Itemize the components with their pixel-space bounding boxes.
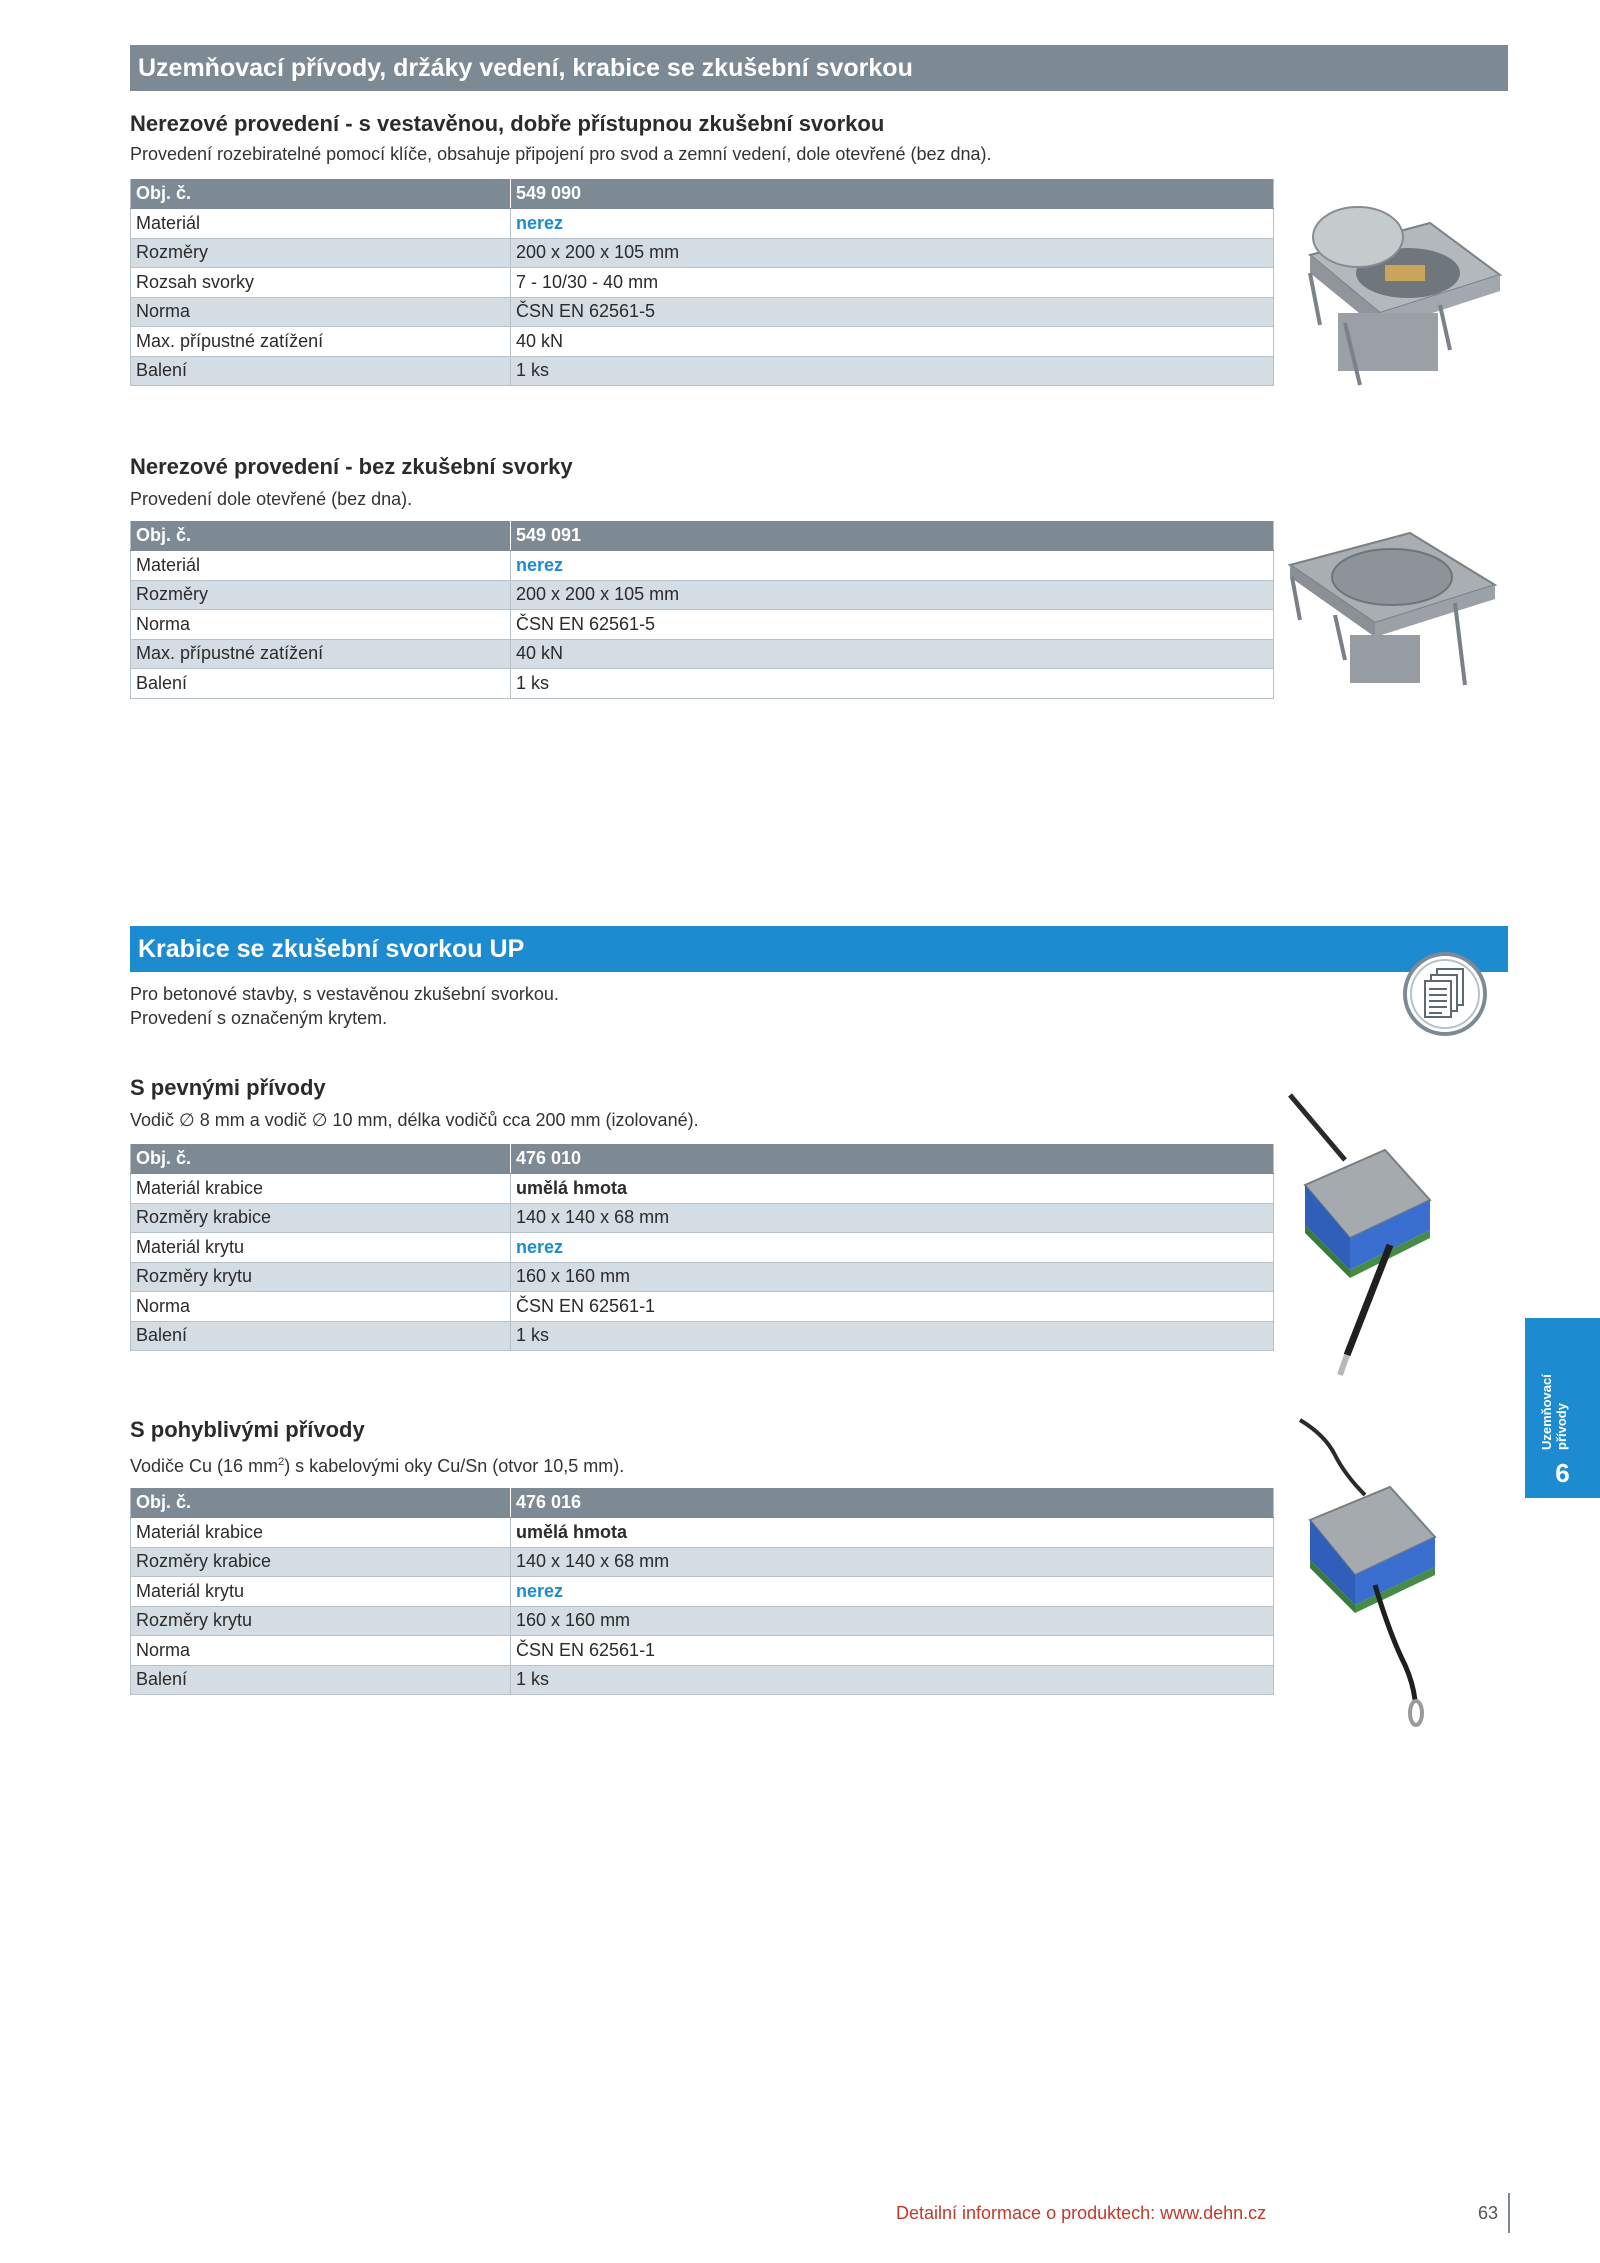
table-row: Balení 1 ks xyxy=(131,1665,1274,1695)
table-row: Balení 1 ks xyxy=(131,1321,1274,1351)
table-row: Materiál krabice umělá hmota xyxy=(131,1174,1274,1204)
product-b-title: Nerezové provedení - bez zkušební svorky xyxy=(130,454,573,479)
table-row: Rozsah svorky 7 - 10/30 - 40 mm xyxy=(131,268,1274,298)
table-row: Obj. č. 549 091 xyxy=(131,521,1274,551)
product-a-title: Nerezové provedení - s vestavěnou, dobře přístupnou zkušební svorkou xyxy=(130,111,885,136)
product-c-image xyxy=(1285,1090,1435,1380)
product-d-description: Vodiče Cu (16 $mm^2$) s kabelovými oky Cu/Sn (otvor 10,5 mm). xyxy=(130,1456,625,1476)
table-row: Balení 1 ks xyxy=(131,356,1274,386)
product-d-spec-table xyxy=(130,1488,1274,1695)
table-row: Materiál nerez xyxy=(131,209,1274,239)
table-row: Norma ČSN EN 62561-5 xyxy=(131,610,1274,640)
table-row: Rozměry krytu 160 x 160 mm xyxy=(131,1262,1274,1292)
section-title-test-box: Krabice se zkušební svorkou UP xyxy=(130,926,1508,972)
product-c-title: S pevnými přívody xyxy=(130,1075,326,1100)
product-a-description: Provedení rozebiratelné pomocí klíče, obsahuje připojení pro svod a zemní vedení, dole otevřené (bez dna). xyxy=(130,144,992,164)
table-row: Materiál krytu nerez xyxy=(131,1233,1274,1263)
product-d-title: S pohyblivými přívody xyxy=(130,1417,365,1442)
table-row: Max. přípustné zatížení 40 kN xyxy=(131,639,1274,669)
documents-icon[interactable] xyxy=(1402,951,1488,1037)
page-number: 63 xyxy=(1478,2203,1499,2223)
section-title-grounding: Uzemňovací přívody, držáky vedení, krabice se zkušební svorkou xyxy=(130,45,1508,91)
table-row: Materiál nerez xyxy=(131,551,1274,581)
product-b-image xyxy=(1280,515,1505,705)
chapter-tab[interactable] xyxy=(1525,1318,1600,1498)
page-number-divider xyxy=(1508,2193,1510,2233)
table-row: Rozměry krabice 140 x 140 x 68 mm xyxy=(131,1203,1274,1233)
product-b-spec-table xyxy=(130,521,1274,699)
table-row: Materiál krabice umělá hmota xyxy=(131,1518,1274,1548)
table-row: Obj. č. 476 016 xyxy=(131,1488,1274,1518)
product-c-description: Vodič ∅ 8 mm a vodič ∅ 10 mm, délka vodičů cca 200 mm (izolované). xyxy=(130,1110,699,1130)
section2-description-2: Provedení s označeným krytem. xyxy=(130,1008,388,1028)
product-a-image xyxy=(1290,195,1510,395)
section2-description-1: Pro betonové stavby, s vestavěnou zkušební svorkou. xyxy=(130,984,559,1004)
table-row: Norma ČSN EN 62561-1 xyxy=(131,1636,1274,1666)
chapter-number: 6 xyxy=(1555,1458,1570,1488)
footer-product-link[interactable]: Detailní informace o produktech: www.dehn.cz xyxy=(896,2203,1267,2223)
table-row: Rozměry 200 x 200 x 105 mm xyxy=(131,238,1274,268)
table-row: Norma ČSN EN 62561-5 xyxy=(131,297,1274,327)
product-c-spec-table xyxy=(130,1144,1274,1351)
product-b-description: Provedení dole otevřené (bez dna). xyxy=(130,489,413,509)
table-row: Materiál krytu nerez xyxy=(131,1577,1274,1607)
table-row: Rozměry krabice 140 x 140 x 68 mm xyxy=(131,1547,1274,1577)
table-row: Norma ČSN EN 62561-1 xyxy=(131,1292,1274,1322)
table-row: Max. přípustné zatížení 40 kN xyxy=(131,327,1274,357)
chapter-tab-label: Uzemňovací přívody xyxy=(1539,1374,1569,1450)
product-d-image xyxy=(1295,1415,1445,1735)
product-a-spec-table xyxy=(130,179,1274,386)
table-row: Obj. č. 476 010 xyxy=(131,1144,1274,1174)
table-row: Obj. č. 549 090 xyxy=(131,179,1274,209)
table-row: Rozměry krytu 160 x 160 mm xyxy=(131,1606,1274,1636)
table-row: Rozměry 200 x 200 x 105 mm xyxy=(131,580,1274,610)
table-row: Balení 1 ks xyxy=(131,669,1274,699)
